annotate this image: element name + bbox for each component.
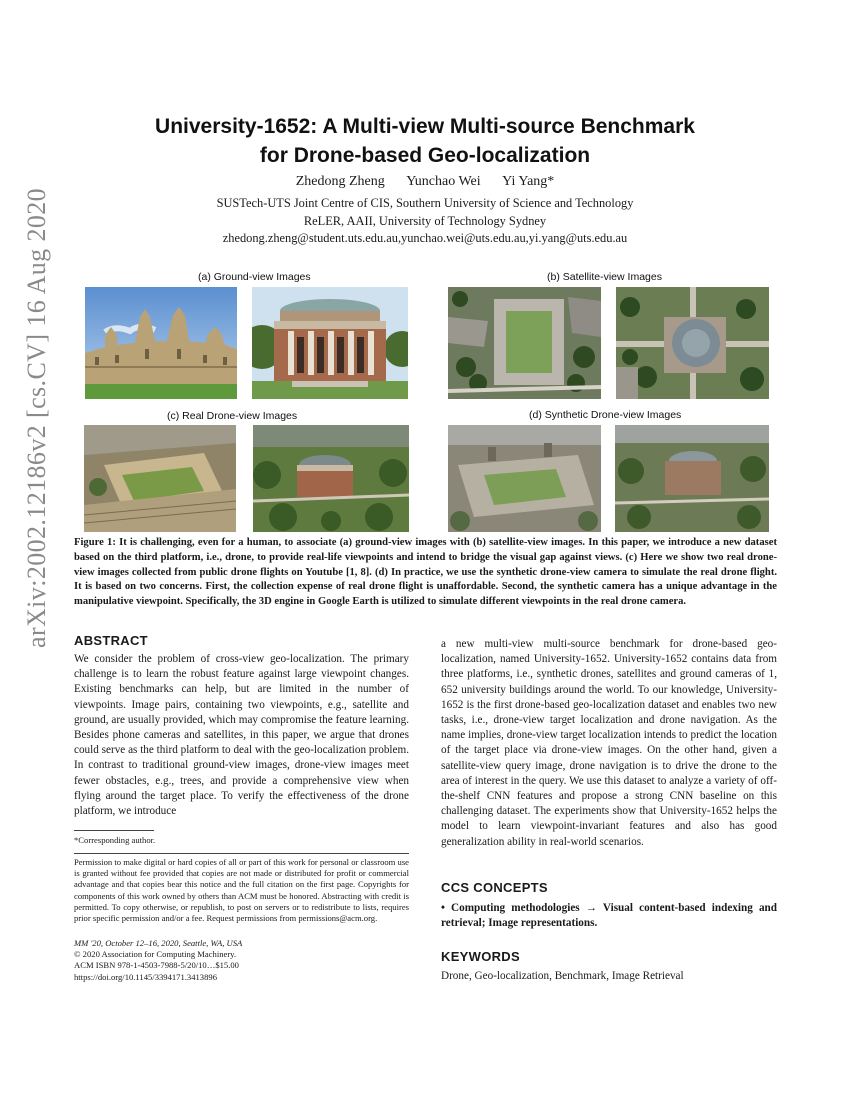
- author-2: Yunchao Wei: [406, 174, 481, 189]
- label-synthetic-drone-view: (d) Synthetic Drone-view Images: [529, 409, 682, 421]
- affiliation-emails: zhedong.zheng@student.uts.edu.au,yunchao.wei@uts.edu.au,yi.yang@uts.edu.au: [222, 231, 628, 245]
- publication-metadata: [74, 938, 409, 983]
- abstract-heading: ABSTRACT: [74, 633, 148, 648]
- footnote-rule: [74, 830, 154, 831]
- author-3: Yi Yang*: [502, 174, 555, 189]
- abstract-left-column: [74, 633, 409, 819]
- label-ground-view: (a) Ground-view Images: [198, 271, 311, 283]
- keywords-text: Drone, Geo-localization, Benchmark, Image Retrieval: [441, 970, 684, 982]
- abstract-text-right: a new multi-view multi-source benchmark for drone-based geo-localization, named University-1652. University-1652 contains data from three platforms, i.e., synthetic drones, satellites and ground cameras of 1, 652 university buildings around the world. To our knowledge, University-1652 is the first drone-based geo-localization dataset and enables two new tasks, i.e., drone-view target localization and drone navigation. As the name implies, drone-view target localization intends to predict the location of the target place via drone-view images. On the other hand, given a satellite-view query image, drone navigation is to drive the drone to the area of interest in the query. We use this dataset to analyze a variety of off-the-shelf CNN features and propose a strong CNN baseline on this challenging dataset. The experiments show that University-1652 helps the model to learn viewpoint-invariant features and also has good generalization ability in real-world scenarios.: [441, 638, 777, 848]
- satellite-view-image-1: [448, 287, 601, 399]
- abstract-right-column: [441, 637, 777, 850]
- ccs-heading: CCS CONCEPTS: [441, 880, 548, 895]
- affiliations: [60, 195, 790, 248]
- real-drone-view-image-1: [84, 425, 236, 532]
- title-line-2: for Drone-based Geo-localization: [259, 144, 591, 167]
- synthetic-drone-view-image-1: [448, 425, 601, 532]
- figure-caption: Figure 1: It is challenging, even for a human, to associate (a) ground-view images with (b) satellite-view images. In this paper, we introduce a new dataset based on the third platform, i.e., drone, to provide real-life viewpoints and intend to bridge the visual gap against views. (c) Here we show two real drone-view images collected from public drone flights on Youtube [1, 8]. (d) In practice, we use the synthetic drone-view camera to simulate the real drone flight. It is based on two concerns. First, the collection expense of real drone flight is unaffordable. Second, the synthetic camera has a unique advantage in the manipulative viewpoint. Specifically, the 3D engine in Google Earth is utilized to simulate different viewpoints in the real drone camera.: [74, 537, 777, 608]
- affiliation-2: ReLER, AAII, University of Technology Sydney: [303, 213, 547, 228]
- satellite-view-image-2: [616, 287, 769, 399]
- author-list: [60, 174, 790, 190]
- ccs-text: • Computing methodologies → Visual content-based indexing and retrieval; Image representations.: [441, 902, 777, 930]
- label-satellite-view: (b) Satellite-view Images: [547, 271, 662, 283]
- permission-rule: [74, 853, 409, 854]
- synthetic-drone-view-image-2: [615, 425, 769, 532]
- paper-title: [60, 112, 790, 170]
- permission-notice: Permission to make digital or hard copies of all or part of this work for personal or classroom use is granted without fee provided that copies are not made or distributed for profit or commercial advantage and that copies bear this notice and the full citation on the first page. Copyrights for components of this work owned by others than ACM must be honored. Abstracting with credit is permitted. To copy otherwise, or republish, to post on servers or to redistribute to lists, requires prior specific permission and/or a fee. Request permissions from permissions@acm.org.: [74, 857, 409, 924]
- keywords-heading: KEYWORDS: [441, 949, 520, 964]
- author-1: Zhedong Zheng: [295, 174, 385, 189]
- ground-view-image-2: [252, 287, 408, 399]
- conference-info: MM '20, October 12–16, 2020, Seattle, WA, USA: [74, 938, 243, 948]
- affiliation-1: SUSTech-UTS Joint Centre of CIS, Southern University of Science and Technology: [216, 196, 634, 210]
- title-line-1: University-1652: A Multi-view Multi-source Benchmark: [155, 115, 695, 138]
- ground-view-image-1: [85, 287, 237, 399]
- corresponding-author-note: *Corresponding author.: [74, 835, 156, 845]
- keywords-section: [441, 949, 777, 984]
- ccs-concepts-section: [441, 880, 777, 931]
- doi-link[interactable]: https://doi.org/10.1145/3394171.3413896: [74, 971, 217, 982]
- real-drone-view-image-2: [253, 425, 409, 532]
- label-real-drone-view: (c) Real Drone-view Images: [167, 410, 298, 422]
- abstract-text-left: We consider the problem of cross-view geo-localization. The primary challenge is to learn the robust feature against large viewpoint changes. Existing benchmarks can help, but are limited in the number of viewpoints. Image pairs, containing two viewpoints, e.g., satellite and ground, are usually provided, which may compromise the feature learning. Besides phone cameras and satellites, in this paper, we argue that drones could serve as the third platform to deal with the geo-localization problem. In contrast to traditional ground-view images, drone-view images meet fewer obstacles, e.g., trees, and provide a comprehensive view when flying around the target place. To verify the effectiveness of the drone platform, we introduce: [74, 653, 409, 818]
- copyright-line: © 2020 Association for Computing Machinery.: [74, 949, 237, 960]
- arxiv-stamp: arXiv:2002.12186v2 [cs.CV] 16 Aug 2020: [22, 187, 51, 648]
- isbn-line: ACM ISBN 978-1-4503-7988-5/20/10…$15.00: [74, 960, 239, 971]
- figure-1: [80, 268, 775, 533]
